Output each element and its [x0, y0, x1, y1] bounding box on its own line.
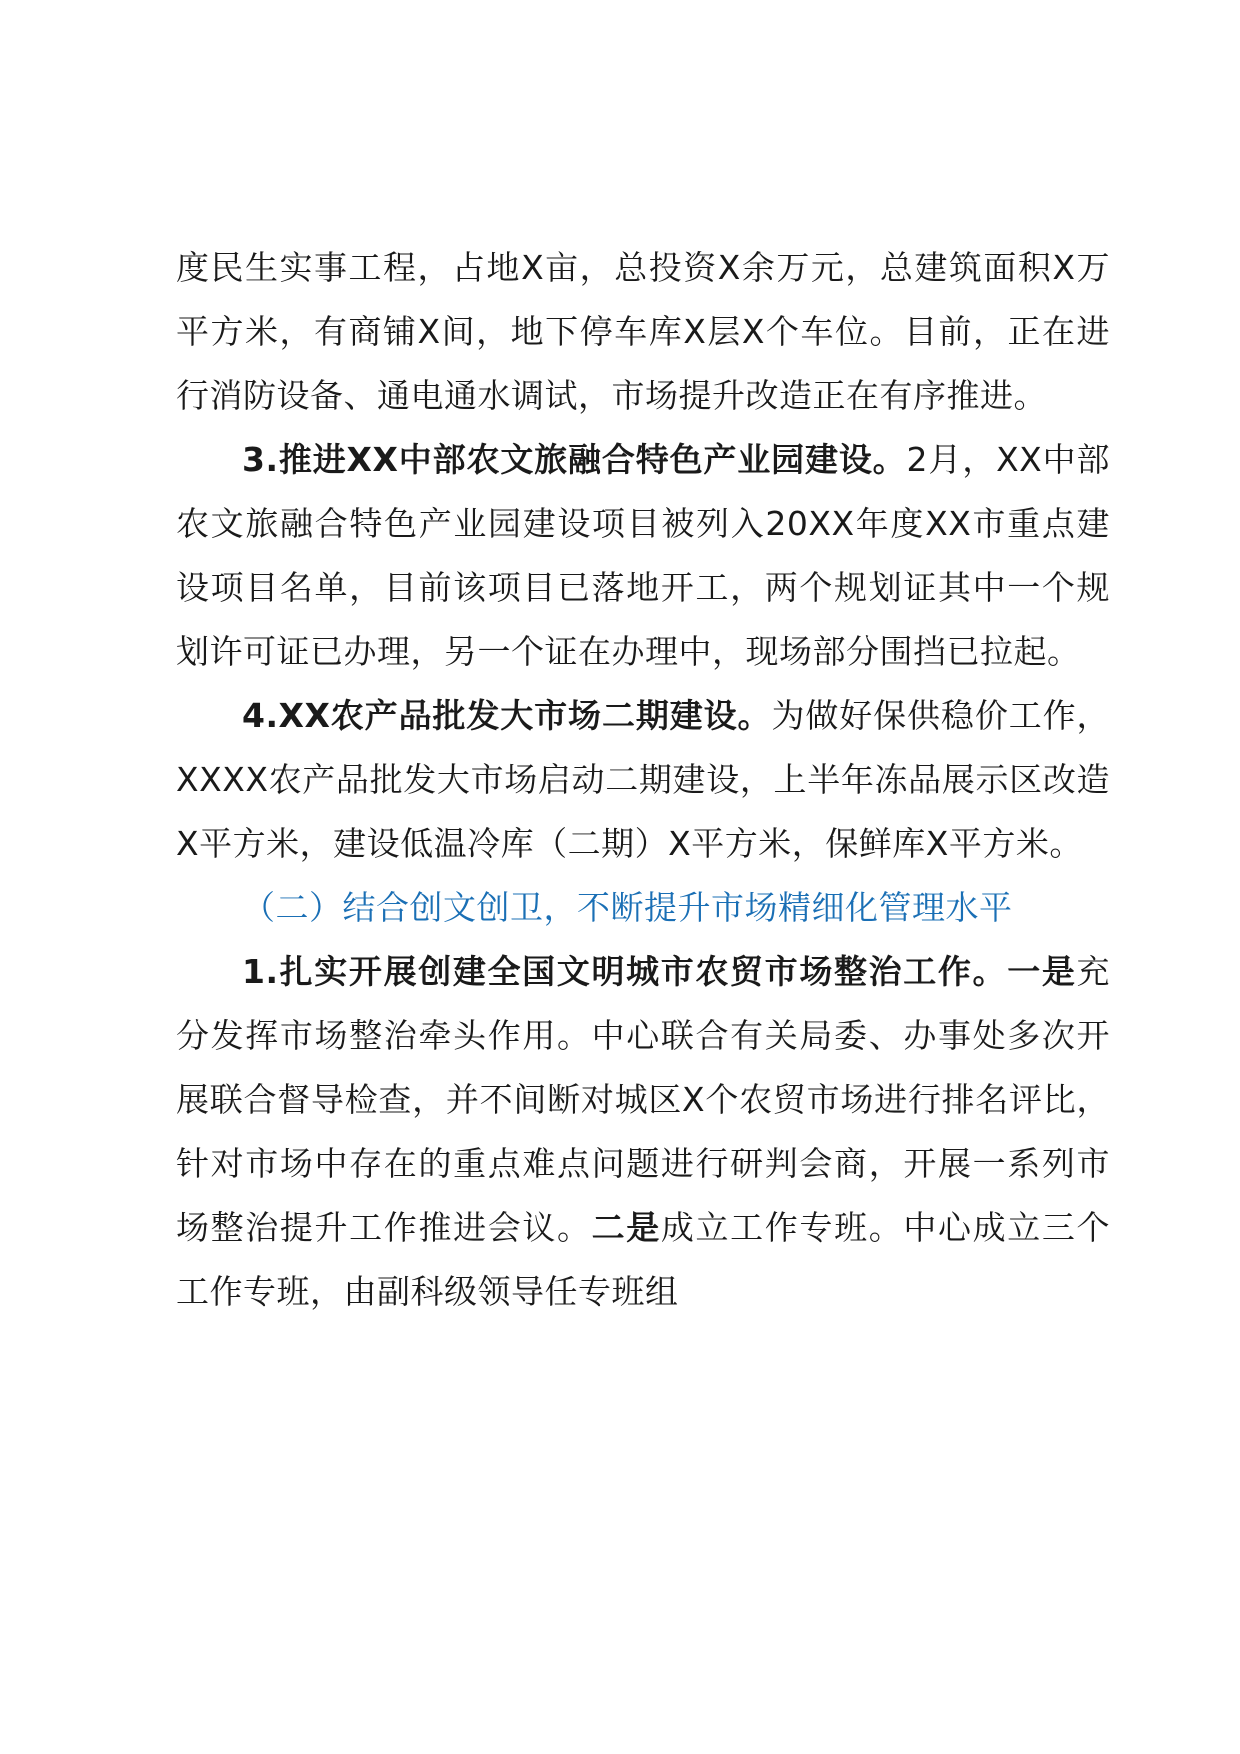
item-title: 3.推进XX中部农文旅融合特色产业园建设。 — [242, 440, 907, 479]
paragraph-industrial-park — [176, 428, 1110, 684]
section-heading: （二）结合创文创卫，不断提升市场精细化管理水平 — [242, 888, 1013, 927]
document-body — [176, 236, 1110, 1324]
paragraph-text: 为做好保供稳价工作，XXXX农产品批发大市场启动二期建设，上半年冻品展示区改造X平方米，建设低温冷库（二期）X平方米，保鲜库X平方米。 — [176, 696, 1111, 863]
paragraph-civilized-city — [176, 940, 1110, 1324]
point-marker-first: 一是 — [1007, 952, 1077, 991]
paragraph-wholesale-market — [176, 684, 1110, 876]
paragraph-text: 度民生实事工程，占地X亩，总投资X余万元，总建筑面积X万平方米，有商铺X间，地下停车库X层X个车位。目前，正在进行消防设备、通电通水调试，市场提升改造正在有序推进。 — [176, 248, 1110, 415]
paragraph-text: 2月，XX中部农文旅融合特色产业园建设项目被列入20XX年度XX市重点建设项目名单，目前该项目已落地开工，两个规划证其中一个规划许可证已办理，另一个证在办理中，现场部分围挡已拉起。 — [176, 440, 1110, 671]
paragraph-text: 充分发挥市场整治牵头作用。中心联合有关局委、办事处多次开展联合督导检查，并不间断对城区X个农贸市场进行排名评比，针对市场中存在的重点难点问题进行研判会商，开展一系列市场整治提升工作推进会议。 — [176, 952, 1111, 1247]
paragraph-text: 成立工作专班。中心成立三个工作专班，由副科级领导任专班组 — [176, 1208, 1111, 1311]
point-marker-second: 二是 — [591, 1208, 661, 1247]
item-title: 4.XX农产品批发大市场二期建设。 — [242, 696, 772, 735]
paragraph-market-renovation — [176, 236, 1110, 428]
item-title: 1.扎实开展创建全国文明城市农贸市场整治工作。 — [242, 952, 1008, 991]
